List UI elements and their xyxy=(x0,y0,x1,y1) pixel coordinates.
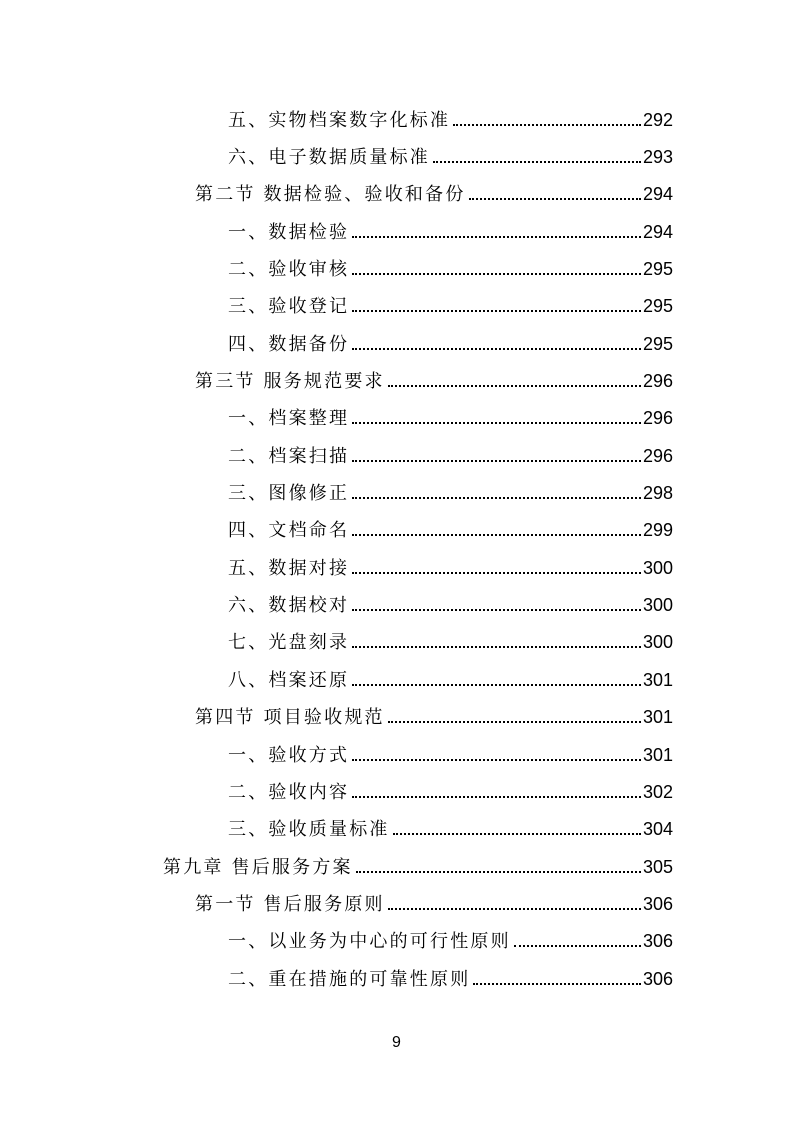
toc-entry-title: 第三节 服务规范要求 xyxy=(195,371,385,393)
toc-entry-page: 295 xyxy=(642,259,673,280)
toc-entry-page: 306 xyxy=(642,968,673,989)
toc-entry-title: 第九章 售后服务方案 xyxy=(163,856,353,878)
table-of-contents xyxy=(0,100,793,996)
toc-entry-page: 292 xyxy=(642,109,673,130)
toc-dot-leader xyxy=(352,572,641,574)
toc-entry-inner xyxy=(228,927,673,953)
toc-entry-title: 第二节 数据检验、验收和备份 xyxy=(195,184,466,206)
page-number: 9 xyxy=(392,1034,401,1051)
toc-entry-title: 第四节 项目验收规范 xyxy=(195,707,385,729)
toc-dot-leader xyxy=(352,684,641,686)
toc-entry[interactable] xyxy=(0,100,793,137)
toc-entry-page: 294 xyxy=(642,184,673,205)
toc-entry-title: 一、以业务为中心的可行性原则 xyxy=(228,931,511,953)
toc-entry-page: 296 xyxy=(642,445,673,466)
toc-dot-leader xyxy=(352,422,641,424)
toc-entry-inner xyxy=(228,479,673,505)
toc-entry-page: 300 xyxy=(642,557,673,578)
toc-entry-title: 三、验收登记 xyxy=(228,296,350,318)
toc-entry-page: 302 xyxy=(642,781,673,802)
toc-dot-leader xyxy=(388,385,641,387)
toc-dot-leader xyxy=(388,721,641,723)
toc-dot-leader xyxy=(352,497,641,499)
toc-dot-leader xyxy=(352,273,641,275)
toc-entry[interactable] xyxy=(0,511,793,548)
toc-entry-inner xyxy=(228,815,673,841)
toc-entry[interactable] xyxy=(0,361,793,398)
toc-dot-leader xyxy=(352,534,641,536)
toc-entry[interactable] xyxy=(0,436,793,473)
toc-entry-title: 四、文档命名 xyxy=(228,520,350,542)
toc-entry-inner xyxy=(228,591,673,617)
toc-entry[interactable] xyxy=(0,548,793,585)
toc-entry-inner xyxy=(163,853,673,879)
toc-dot-leader xyxy=(433,161,641,163)
toc-entry[interactable] xyxy=(0,212,793,249)
toc-entry[interactable] xyxy=(0,698,793,735)
toc-entry-title: 四、数据备份 xyxy=(228,333,350,355)
toc-entry-inner xyxy=(228,741,673,767)
toc-entry[interactable] xyxy=(0,772,793,809)
toc-dot-leader xyxy=(453,124,641,126)
toc-entry[interactable] xyxy=(0,137,793,174)
toc-entry[interactable] xyxy=(0,473,793,510)
toc-entry-inner xyxy=(228,143,673,169)
toc-entry[interactable] xyxy=(0,287,793,324)
toc-entry-page: 305 xyxy=(642,856,673,877)
toc-dot-leader xyxy=(352,460,641,462)
toc-entry[interactable] xyxy=(0,623,793,660)
toc-entry-page: 295 xyxy=(642,333,673,354)
toc-entry-inner xyxy=(195,180,673,206)
toc-entry-inner xyxy=(228,404,673,430)
toc-entry[interactable] xyxy=(0,660,793,697)
toc-entry-inner xyxy=(228,516,673,542)
toc-entry-inner xyxy=(228,965,673,991)
toc-entry[interactable] xyxy=(0,810,793,847)
toc-entry-page: 294 xyxy=(642,221,673,242)
toc-dot-leader xyxy=(352,759,641,761)
toc-dot-leader xyxy=(514,945,641,947)
toc-dot-leader xyxy=(352,796,641,798)
toc-dot-leader xyxy=(352,236,641,238)
toc-entry-inner xyxy=(228,554,673,580)
toc-entry-inner xyxy=(195,367,673,393)
toc-entry-page: 300 xyxy=(642,595,673,616)
toc-entry-page: 301 xyxy=(642,744,673,765)
toc-entry-inner xyxy=(228,292,673,318)
toc-entry-title: 一、档案整理 xyxy=(228,408,350,430)
toc-entry-inner xyxy=(228,106,673,132)
toc-entry-title: 一、数据检验 xyxy=(228,221,350,243)
toc-entry-inner xyxy=(228,255,673,281)
toc-entry-title: 二、档案扫描 xyxy=(228,445,350,467)
toc-entry-inner xyxy=(228,778,673,804)
toc-entry[interactable] xyxy=(0,175,793,212)
toc-entry-page: 301 xyxy=(642,669,673,690)
toc-entry[interactable] xyxy=(0,399,793,436)
toc-entry-title: 二、验收内容 xyxy=(228,781,350,803)
toc-entry-inner xyxy=(195,890,673,916)
toc-dot-leader xyxy=(393,833,641,835)
toc-entry[interactable] xyxy=(0,585,793,622)
toc-entry[interactable] xyxy=(0,884,793,921)
toc-entry-page: 293 xyxy=(642,147,673,168)
toc-dot-leader xyxy=(356,871,641,873)
toc-dot-leader xyxy=(352,609,641,611)
toc-entry-title: 一、验收方式 xyxy=(228,744,350,766)
toc-entry-title: 五、实物档案数字化标准 xyxy=(228,109,451,131)
toc-dot-leader xyxy=(469,198,641,200)
toc-entry-title: 第一节 售后服务原则 xyxy=(195,893,385,915)
toc-dot-leader xyxy=(352,348,641,350)
toc-dot-leader xyxy=(352,310,641,312)
toc-entry-page: 298 xyxy=(642,483,673,504)
toc-dot-leader xyxy=(388,908,641,910)
toc-entry-inner xyxy=(228,442,673,468)
toc-entry[interactable] xyxy=(0,847,793,884)
toc-entry-page: 300 xyxy=(642,632,673,653)
toc-entry-title: 五、数据对接 xyxy=(228,557,350,579)
toc-entry[interactable] xyxy=(0,324,793,361)
toc-entry-title: 七、光盘刻录 xyxy=(228,632,350,654)
toc-entry-page: 306 xyxy=(642,893,673,914)
toc-entry-page: 306 xyxy=(642,931,673,952)
toc-entry-page: 301 xyxy=(642,707,673,728)
toc-entry-page: 304 xyxy=(642,819,673,840)
toc-entry[interactable] xyxy=(0,922,793,959)
toc-entry-title: 六、电子数据质量标准 xyxy=(228,147,430,169)
toc-entry-title: 三、验收质量标准 xyxy=(228,819,390,841)
toc-entry-title: 三、图像修正 xyxy=(228,483,350,505)
toc-entry-inner xyxy=(228,330,673,356)
toc-entry-page: 296 xyxy=(642,371,673,392)
toc-entry[interactable] xyxy=(0,959,793,996)
toc-entry-inner xyxy=(228,666,673,692)
toc-entry-title: 二、重在措施的可靠性原则 xyxy=(228,968,471,990)
toc-dot-leader xyxy=(473,983,641,985)
toc-entry-title: 二、验收审核 xyxy=(228,259,350,281)
toc-entry-inner xyxy=(228,628,673,654)
toc-entry-page: 296 xyxy=(642,408,673,429)
toc-entry[interactable] xyxy=(0,735,793,772)
toc-entry-title: 八、档案还原 xyxy=(228,669,350,691)
toc-entry-title: 六、数据校对 xyxy=(228,595,350,617)
toc-entry-inner xyxy=(195,703,673,729)
toc-entry-page: 295 xyxy=(642,296,673,317)
toc-entry-page: 299 xyxy=(642,520,673,541)
toc-dot-leader xyxy=(352,646,641,648)
toc-entry-inner xyxy=(228,218,673,244)
toc-entry[interactable] xyxy=(0,249,793,286)
